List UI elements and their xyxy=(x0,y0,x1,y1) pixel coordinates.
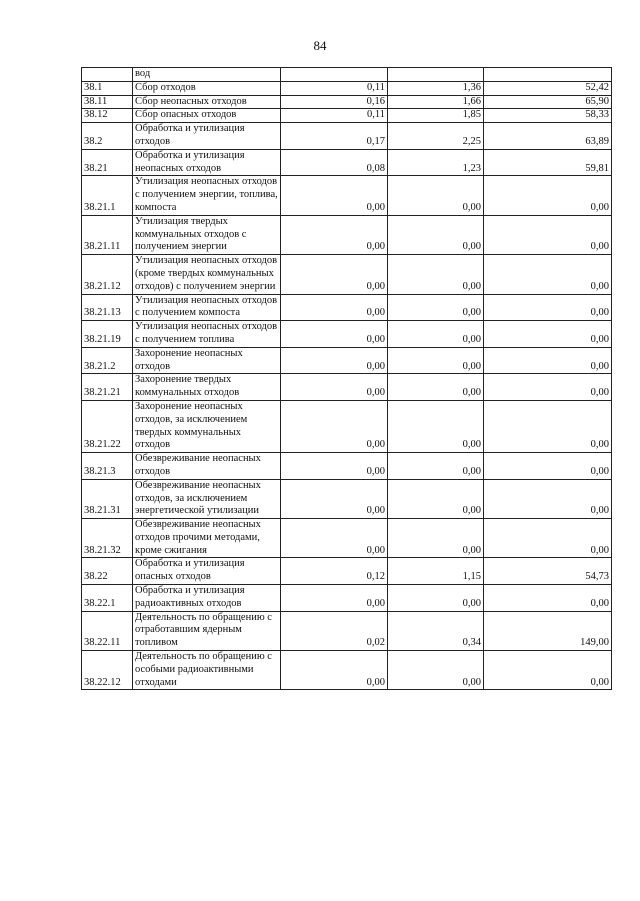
row-value-3: 0,00 xyxy=(484,585,612,612)
row-code: 38.22.12 xyxy=(82,651,133,690)
row-code: 38.21.2 xyxy=(82,347,133,374)
row-value-3: 58,33 xyxy=(484,109,612,123)
table-row xyxy=(82,453,612,480)
row-value-1: 0,11 xyxy=(281,109,388,123)
row-value-1: 0,00 xyxy=(281,294,388,321)
row-value-1: 0,11 xyxy=(281,81,388,95)
row-value-2 xyxy=(388,68,484,82)
row-name: Деятельность по обращению с особыми радиоактивными отходами xyxy=(133,651,281,690)
row-code: 38.21.31 xyxy=(82,479,133,518)
row-value-1: 0,00 xyxy=(281,255,388,294)
page-number: 84 xyxy=(313,38,327,53)
row-value-2: 0,00 xyxy=(388,374,484,401)
row-name: Обработка и утилизация опасных отходов xyxy=(133,558,281,585)
row-value-1 xyxy=(281,68,388,82)
row-value-2: 1,66 xyxy=(388,95,484,109)
row-code: 38.21.22 xyxy=(82,400,133,452)
row-value-1: 0,00 xyxy=(281,519,388,558)
row-value-2: 0,00 xyxy=(388,400,484,452)
row-name: Обезвреживание неопасных отходов, за исключением энергетической утилизации xyxy=(133,479,281,518)
row-value-3: 0,00 xyxy=(484,321,612,348)
data-table xyxy=(81,67,612,690)
row-code: 38.21.1 xyxy=(82,176,133,215)
row-value-2: 0,00 xyxy=(388,321,484,348)
row-value-2: 0,00 xyxy=(388,215,484,254)
row-value-3: 149,00 xyxy=(484,611,612,650)
row-value-1: 0,00 xyxy=(281,321,388,348)
row-name: Сбор отходов xyxy=(133,81,281,95)
table-row xyxy=(82,321,612,348)
row-value-2: 1,36 xyxy=(388,81,484,95)
table-row xyxy=(82,400,612,452)
table-row xyxy=(82,611,612,650)
table-row xyxy=(82,347,612,374)
row-value-3: 0,00 xyxy=(484,453,612,480)
row-name: Утилизация неопасных отходов с получением компоста xyxy=(133,294,281,321)
row-value-3: 0,00 xyxy=(484,400,612,452)
row-code: 38.21.11 xyxy=(82,215,133,254)
table-row xyxy=(82,374,612,401)
row-value-1: 0,00 xyxy=(281,215,388,254)
row-value-2: 1,23 xyxy=(388,149,484,176)
row-value-3: 52,42 xyxy=(484,81,612,95)
row-value-3 xyxy=(484,68,612,82)
row-value-2: 1,85 xyxy=(388,109,484,123)
table-row xyxy=(82,81,612,95)
row-name: Обезвреживание неопасных отходов xyxy=(133,453,281,480)
row-value-3: 54,73 xyxy=(484,558,612,585)
row-name: Обезвреживание неопасных отходов прочими методами, кроме сжигания xyxy=(133,519,281,558)
row-code: 38.21.3 xyxy=(82,453,133,480)
row-name: Захоронение твердых коммунальных отходов xyxy=(133,374,281,401)
row-value-3: 0,00 xyxy=(484,374,612,401)
row-code: 38.22 xyxy=(82,558,133,585)
row-value-3: 0,00 xyxy=(484,176,612,215)
row-value-3: 59,81 xyxy=(484,149,612,176)
row-name: Обработка и утилизация отходов xyxy=(133,123,281,150)
row-name: вод xyxy=(133,68,281,82)
table-row xyxy=(82,176,612,215)
row-value-1: 0,00 xyxy=(281,585,388,612)
table-row xyxy=(82,255,612,294)
row-code: 38.2 xyxy=(82,123,133,150)
row-name: Утилизация твердых коммунальных отходов с получением энергии xyxy=(133,215,281,254)
row-value-1: 0,16 xyxy=(281,95,388,109)
table-row xyxy=(82,558,612,585)
table-row xyxy=(82,68,612,82)
row-code xyxy=(82,68,133,82)
row-value-1: 0,00 xyxy=(281,651,388,690)
row-value-1: 0,00 xyxy=(281,176,388,215)
row-name: Обработка и утилизация неопасных отходов xyxy=(133,149,281,176)
table-row xyxy=(82,109,612,123)
row-code: 38.21.12 xyxy=(82,255,133,294)
row-value-3: 0,00 xyxy=(484,255,612,294)
row-value-3: 65,90 xyxy=(484,95,612,109)
row-value-2: 0,00 xyxy=(388,255,484,294)
row-value-2: 1,15 xyxy=(388,558,484,585)
table-row xyxy=(82,294,612,321)
row-value-2: 0,00 xyxy=(388,453,484,480)
row-value-3: 0,00 xyxy=(484,294,612,321)
row-value-3: 0,00 xyxy=(484,519,612,558)
row-code: 38.21.21 xyxy=(82,374,133,401)
row-value-1: 0,02 xyxy=(281,611,388,650)
row-value-1: 0,12 xyxy=(281,558,388,585)
row-value-1: 0,00 xyxy=(281,479,388,518)
row-name: Утилизация неопасных отходов с получением топлива xyxy=(133,321,281,348)
row-value-3: 63,89 xyxy=(484,123,612,150)
row-value-3: 0,00 xyxy=(484,215,612,254)
row-value-3: 0,00 xyxy=(484,347,612,374)
row-name: Утилизация неопасных отходов с получением энергии, топлива, компоста xyxy=(133,176,281,215)
table-row xyxy=(82,479,612,518)
row-value-2: 0,00 xyxy=(388,347,484,374)
row-code: 38.21 xyxy=(82,149,133,176)
row-name: Деятельность по обращению с отработавшим ядерным топливом xyxy=(133,611,281,650)
row-code: 38.1 xyxy=(82,81,133,95)
row-name: Сбор неопасных отходов xyxy=(133,95,281,109)
row-code: 38.22.11 xyxy=(82,611,133,650)
row-value-1: 0,00 xyxy=(281,453,388,480)
row-value-2: 0,00 xyxy=(388,651,484,690)
row-name: Утилизация неопасных отходов (кроме твердых коммунальных отходов) с получением энергии xyxy=(133,255,281,294)
row-value-3: 0,00 xyxy=(484,651,612,690)
row-code: 38.12 xyxy=(82,109,133,123)
table-row xyxy=(82,585,612,612)
table-row xyxy=(82,519,612,558)
row-value-2: 0,00 xyxy=(388,294,484,321)
table-row xyxy=(82,123,612,150)
row-value-2: 0,00 xyxy=(388,176,484,215)
row-name: Захоронение неопасных отходов, за исключением твердых коммунальных отходов xyxy=(133,400,281,452)
row-value-2: 0,00 xyxy=(388,479,484,518)
row-value-1: 0,00 xyxy=(281,374,388,401)
row-name: Обработка и утилизация радиоактивных отходов xyxy=(133,585,281,612)
row-code: 38.21.19 xyxy=(82,321,133,348)
table-row xyxy=(82,95,612,109)
row-value-3: 0,00 xyxy=(484,479,612,518)
table-body xyxy=(82,68,612,690)
row-value-1: 0,00 xyxy=(281,347,388,374)
row-name: Сбор опасных отходов xyxy=(133,109,281,123)
row-value-2: 0,34 xyxy=(388,611,484,650)
row-value-1: 0,00 xyxy=(281,400,388,452)
table-row xyxy=(82,651,612,690)
table-row xyxy=(82,149,612,176)
row-value-2: 0,00 xyxy=(388,519,484,558)
row-value-1: 0,17 xyxy=(281,123,388,150)
row-value-1: 0,08 xyxy=(281,149,388,176)
row-value-2: 2,25 xyxy=(388,123,484,150)
row-name: Захоронение неопасных отходов xyxy=(133,347,281,374)
row-code: 38.21.32 xyxy=(82,519,133,558)
table-row xyxy=(82,215,612,254)
row-code: 38.21.13 xyxy=(82,294,133,321)
row-code: 38.11 xyxy=(82,95,133,109)
row-value-2: 0,00 xyxy=(388,585,484,612)
row-code: 38.22.1 xyxy=(82,585,133,612)
